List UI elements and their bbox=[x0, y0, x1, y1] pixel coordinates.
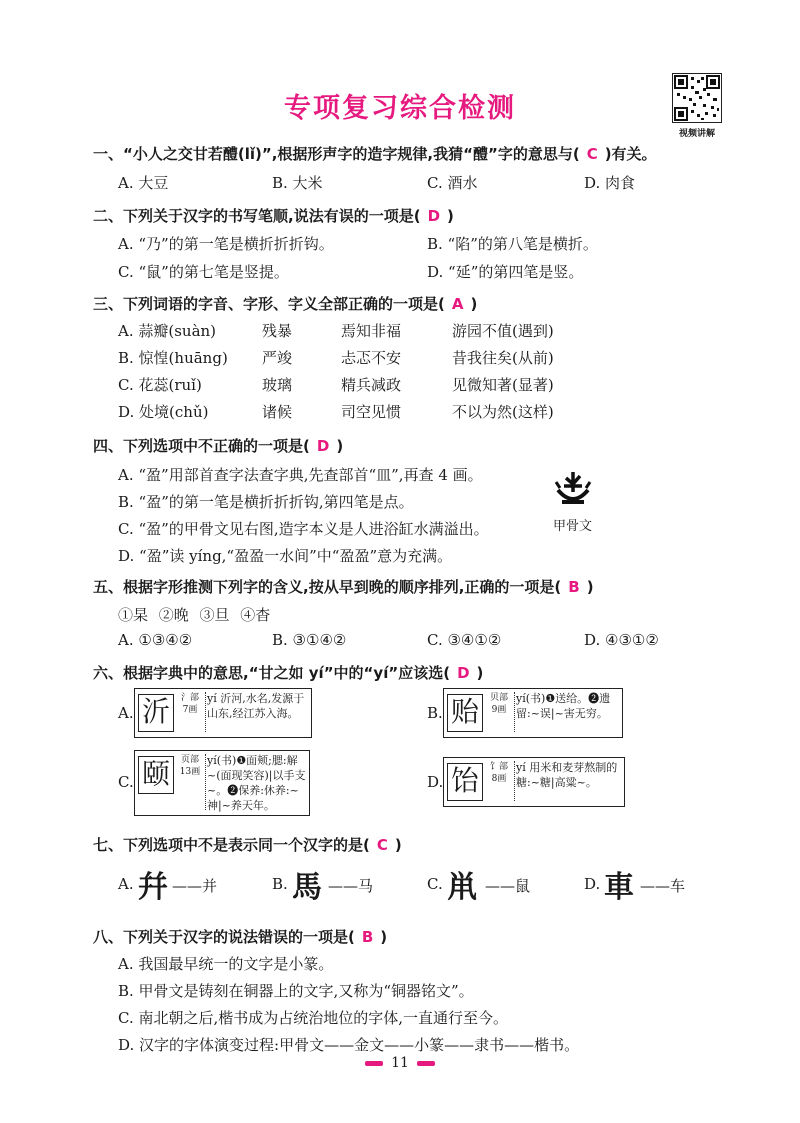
q8-option-b: B. 甲骨文是铸刻在铜器上的文字,又称为“铜器铭文”。 bbox=[118, 982, 474, 1000]
dict-entry-c bbox=[134, 750, 310, 816]
page-bar-right bbox=[417, 1061, 435, 1066]
dict-meta-c bbox=[175, 754, 205, 778]
q7-label-d: D. bbox=[584, 875, 601, 893]
q3-row-d-word4: 不以为然(这样) bbox=[452, 403, 554, 421]
dict-entry-d bbox=[443, 757, 625, 807]
q7-modern-b: ——马 bbox=[328, 877, 374, 895]
question-3-stem: 三、下列词语的字音、字形、字义全部正确的一项是( A ) bbox=[93, 295, 478, 313]
q2-option-c: C. “鼠”的第七笔是竖提。 bbox=[118, 263, 289, 281]
q3-row-d-word3: 司空见惯 bbox=[341, 403, 402, 421]
q3-row-a-word4: 游园不值(遇到) bbox=[452, 322, 554, 340]
q4-option-a: A. “盈”用部首查字法查字典,先查部首“皿”,再查 4 画。 bbox=[118, 466, 483, 484]
q7-modern-d: ——车 bbox=[640, 877, 686, 895]
page-bar-left bbox=[365, 1061, 383, 1066]
q3-row-b-word3: 忐忑不安 bbox=[341, 349, 402, 367]
question-2-stem: 二、下列关于汉字的书写笔顺,说法有误的一项是( D ) bbox=[93, 207, 454, 225]
q7-label-b: B. bbox=[272, 875, 288, 893]
ancient-glyph-d: 車 bbox=[604, 870, 634, 905]
radical-d: 饣部 bbox=[489, 762, 508, 772]
q1-option-a: A. 大豆 bbox=[118, 174, 169, 192]
ancient-glyph-a: 幷 bbox=[138, 870, 168, 905]
q7-label-c: C. bbox=[427, 875, 443, 893]
q4-option-b: B. “盈”的第一笔是横折折折钩,第四笔是点。 bbox=[118, 493, 414, 511]
dict-char-d: 饴 bbox=[447, 763, 483, 801]
dict-text-c: yí(书)❶面颊;腮:解~(面现笑容)|以手支~。❷保养:休养:~神|~养天年。 bbox=[207, 754, 306, 812]
dict-meta-a bbox=[175, 692, 205, 716]
q3-row-c-word4: 见微知著(显著) bbox=[452, 376, 554, 394]
q4-option-c: C. “盈”的甲骨文见右图,造字本义是人进浴缸水满溢出。 bbox=[118, 520, 489, 538]
qr-code-icon[interactable] bbox=[672, 73, 722, 123]
q5-option-b: B. ③①④② bbox=[272, 631, 347, 649]
ancient-glyph-c: 鼡 bbox=[447, 870, 477, 905]
dict-char-a: 沂 bbox=[138, 694, 174, 732]
q7-modern-c: ——鼠 bbox=[485, 877, 531, 895]
question-1-stem: 一、“小人之交甘若醴(lǐ)”,根据形声字的造字规律,我猜“醴”字的意思与( C )有关。 bbox=[93, 145, 657, 163]
q4-option-d: D. “盈”读 yíng,“盈盈一水间”中“盈盈”意为充满。 bbox=[118, 547, 453, 565]
dict-text-b: yí(书)❶送给。❷遗留:~误|~害无穷。 bbox=[516, 692, 611, 720]
q3-row-b-word4: 昔我往矣(从前) bbox=[452, 349, 554, 367]
dict-meta-d bbox=[484, 761, 514, 785]
dict-char-b: 贻 bbox=[447, 694, 483, 732]
q5-items: ①杲 ②晚 ③旦 ④杳 bbox=[118, 606, 271, 624]
question-6-stem: 六、根据字典中的意思,“甘之如 yí”中的“yí”应该选( D ) bbox=[93, 664, 484, 682]
answer-6: D bbox=[457, 664, 470, 682]
q3-row-d-word1: D. 处境(chǔ) bbox=[118, 403, 209, 421]
q6-label-a: A. bbox=[118, 704, 134, 722]
oracle-bone-glyph-icon bbox=[552, 468, 594, 512]
answer-4: D bbox=[316, 437, 330, 455]
answer-2: D bbox=[427, 207, 441, 225]
q8-option-a: A. 我国最早统一的文字是小篆。 bbox=[118, 955, 334, 973]
question-8-stem: 八、下列关于汉字的说法错误的一项是( B ) bbox=[93, 928, 388, 946]
q3-row-d-word2: 诸候 bbox=[262, 403, 293, 421]
q8-option-c: C. 南北朝之后,楷书成为占统治地位的字体,一直通行至今。 bbox=[118, 1009, 509, 1027]
dict-text-a: yí 沂河,水名,发源于山东,经江苏入海。 bbox=[207, 692, 305, 720]
answer-8: B bbox=[361, 928, 374, 946]
q5-option-a: A. ①③④② bbox=[118, 631, 193, 649]
q6-label-c: C. bbox=[118, 773, 134, 791]
answer-5: B bbox=[568, 578, 580, 596]
radical-c: 页部 bbox=[180, 755, 199, 765]
radical-b: 贝部 bbox=[489, 693, 508, 703]
ancient-glyph-b: 馬 bbox=[292, 870, 322, 905]
q1-option-c: C. 酒水 bbox=[427, 174, 478, 192]
q3-row-c-word1: C. 花蕊(ruǐ) bbox=[118, 376, 202, 394]
question-4-stem: 四、下列选项中不正确的一项是( D ) bbox=[93, 437, 344, 455]
q1-option-d: D. 肉食 bbox=[584, 174, 636, 192]
strokes-a: 7画 bbox=[182, 705, 198, 715]
page-number: 11 bbox=[0, 1055, 800, 1071]
q3-row-c-word3: 精兵减政 bbox=[341, 376, 402, 394]
strokes-c: 13画 bbox=[179, 767, 201, 777]
strokes-b: 9画 bbox=[491, 705, 507, 715]
question-5-stem: 五、根据字形推测下列字的含义,按从早到晚的顺序排列,正确的一项是( B ) bbox=[93, 578, 594, 596]
qr-caption: 视频讲解 bbox=[678, 129, 715, 139]
q3-row-b-word2: 严竣 bbox=[262, 349, 293, 367]
dict-entry-a bbox=[134, 688, 312, 738]
q1-option-b: B. 大米 bbox=[272, 174, 323, 192]
q5-option-c: C. ③④①② bbox=[427, 631, 502, 649]
q6-label-b: B. bbox=[427, 704, 443, 722]
q3-row-a-word2: 残暴 bbox=[262, 322, 293, 340]
q7-modern-a: ——并 bbox=[172, 877, 218, 895]
answer-7: C bbox=[376, 836, 388, 854]
q2-option-d: D. “延”的第四笔是竖。 bbox=[427, 263, 584, 281]
q2-option-a: A. “乃”的第一笔是横折折折钩。 bbox=[118, 235, 334, 253]
question-7-stem: 七、下列选项中不是表示同一个汉字的是( C ) bbox=[93, 836, 402, 854]
strokes-d: 8画 bbox=[491, 774, 507, 784]
oracle-caption: 甲骨文 bbox=[553, 519, 593, 534]
q3-row-a-word3: 焉知非福 bbox=[341, 322, 402, 340]
q3-row-b-word1: B. 惊惶(huāng) bbox=[118, 349, 228, 367]
q7-label-a: A. bbox=[118, 875, 134, 893]
answer-1: C bbox=[586, 145, 598, 163]
q5-option-d: D. ④③①② bbox=[584, 631, 659, 649]
q3-row-c-word2: 玻璃 bbox=[262, 376, 293, 394]
q6-label-d: D. bbox=[427, 773, 444, 791]
dict-char-c: 颐 bbox=[138, 756, 174, 794]
q3-row-a-word1: A. 蒜瓣(suàn) bbox=[118, 322, 217, 340]
dict-entry-b bbox=[443, 688, 623, 738]
q8-option-d: D. 汉字的字体演变过程:甲骨文——金文——小篆——隶书——楷书。 bbox=[118, 1036, 580, 1054]
dict-meta-b bbox=[484, 692, 514, 716]
dict-text-d: yí 用米和麦芽熬制的糖:~糖|高粱~。 bbox=[516, 761, 618, 789]
page-title: 专项复习综合检测 bbox=[284, 93, 516, 124]
radical-a: 氵部 bbox=[180, 693, 199, 703]
q2-option-b: B. “陷”的第八笔是横折。 bbox=[427, 235, 598, 253]
answer-3: A bbox=[451, 295, 464, 313]
